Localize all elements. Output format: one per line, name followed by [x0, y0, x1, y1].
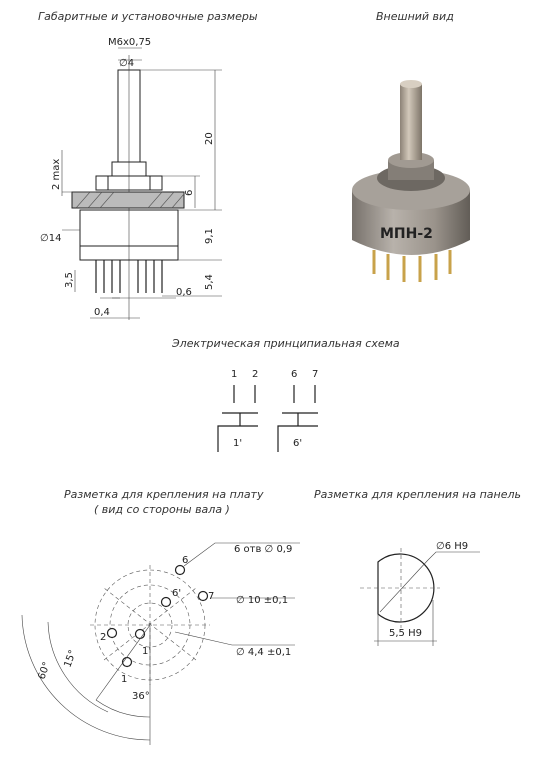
dim-shaft-len: 20	[204, 132, 215, 145]
dim-body-dia: ∅14	[40, 233, 62, 244]
board-marking-title: Разметка для крепления на плату	[64, 488, 264, 501]
product-photo	[352, 80, 470, 282]
dim-body-height: 9,1	[204, 228, 215, 244]
dim-pin-length: 5,4	[204, 274, 215, 290]
hole-2	[108, 629, 117, 638]
dim-pin-spacing: 0,4	[94, 307, 110, 318]
contact-label-6: 6	[291, 369, 298, 380]
pin-label-1p: 1'	[142, 646, 152, 657]
pin-label-2: 2	[100, 632, 107, 643]
contact-label-1p: 1'	[233, 438, 243, 449]
dim-shaft-dia: ∅4	[119, 58, 135, 69]
circle1-dim: ∅ 10 ±0,1	[236, 595, 289, 606]
hole-7	[199, 592, 208, 601]
contact-label-6p: 6'	[293, 438, 303, 449]
pin-label-6p: 6'	[172, 588, 182, 599]
dim-pin-width: 0,6	[176, 287, 192, 298]
angle-60: 60°	[36, 660, 53, 682]
hole-1p	[136, 630, 145, 639]
hole-6p	[162, 598, 171, 607]
contact-label-2: 2	[252, 369, 259, 380]
board-marking-note: ( вид со стороны вала )	[94, 503, 230, 516]
hole-6	[176, 566, 185, 575]
schematic-diagram	[218, 369, 318, 452]
dim-thread: M6x0,75	[108, 37, 152, 48]
dimensional-drawing	[40, 37, 222, 320]
pin-label-7: 7	[208, 591, 215, 602]
circle2-dim: ∅ 4,4 ±0,1	[236, 647, 292, 658]
pin-label-6: 6	[182, 555, 189, 566]
dim-2max: 2 max	[51, 158, 62, 190]
product-label: МПН-2	[380, 226, 433, 242]
dimensions-title: Габаритные и установочные размеры	[38, 10, 258, 23]
panel-layout	[360, 541, 480, 646]
schematic-title: Электрическая принципиальная схема	[172, 337, 400, 350]
panel-hole-dia: ∅6 H9	[436, 541, 469, 552]
panel-flat-dim: 5,5 H9	[389, 628, 422, 639]
contact-label-7: 7	[312, 369, 319, 380]
holes-note: 6 отв ∅ 0,9	[234, 544, 293, 555]
hole-1	[123, 658, 132, 667]
appearance-title: Внешний вид	[376, 10, 454, 23]
board-layout	[22, 543, 300, 745]
product-shaft	[400, 84, 422, 160]
dim-nut-height: 6	[184, 189, 195, 196]
dim-pin-height: 3,5	[64, 272, 75, 288]
contact-label-1: 1	[231, 369, 238, 380]
angle-36: 36°	[132, 691, 150, 702]
pin-label-1: 1	[121, 674, 128, 685]
angle-15: 15°	[62, 648, 79, 670]
panel-marking-title: Разметка для крепления на панель	[314, 488, 522, 501]
